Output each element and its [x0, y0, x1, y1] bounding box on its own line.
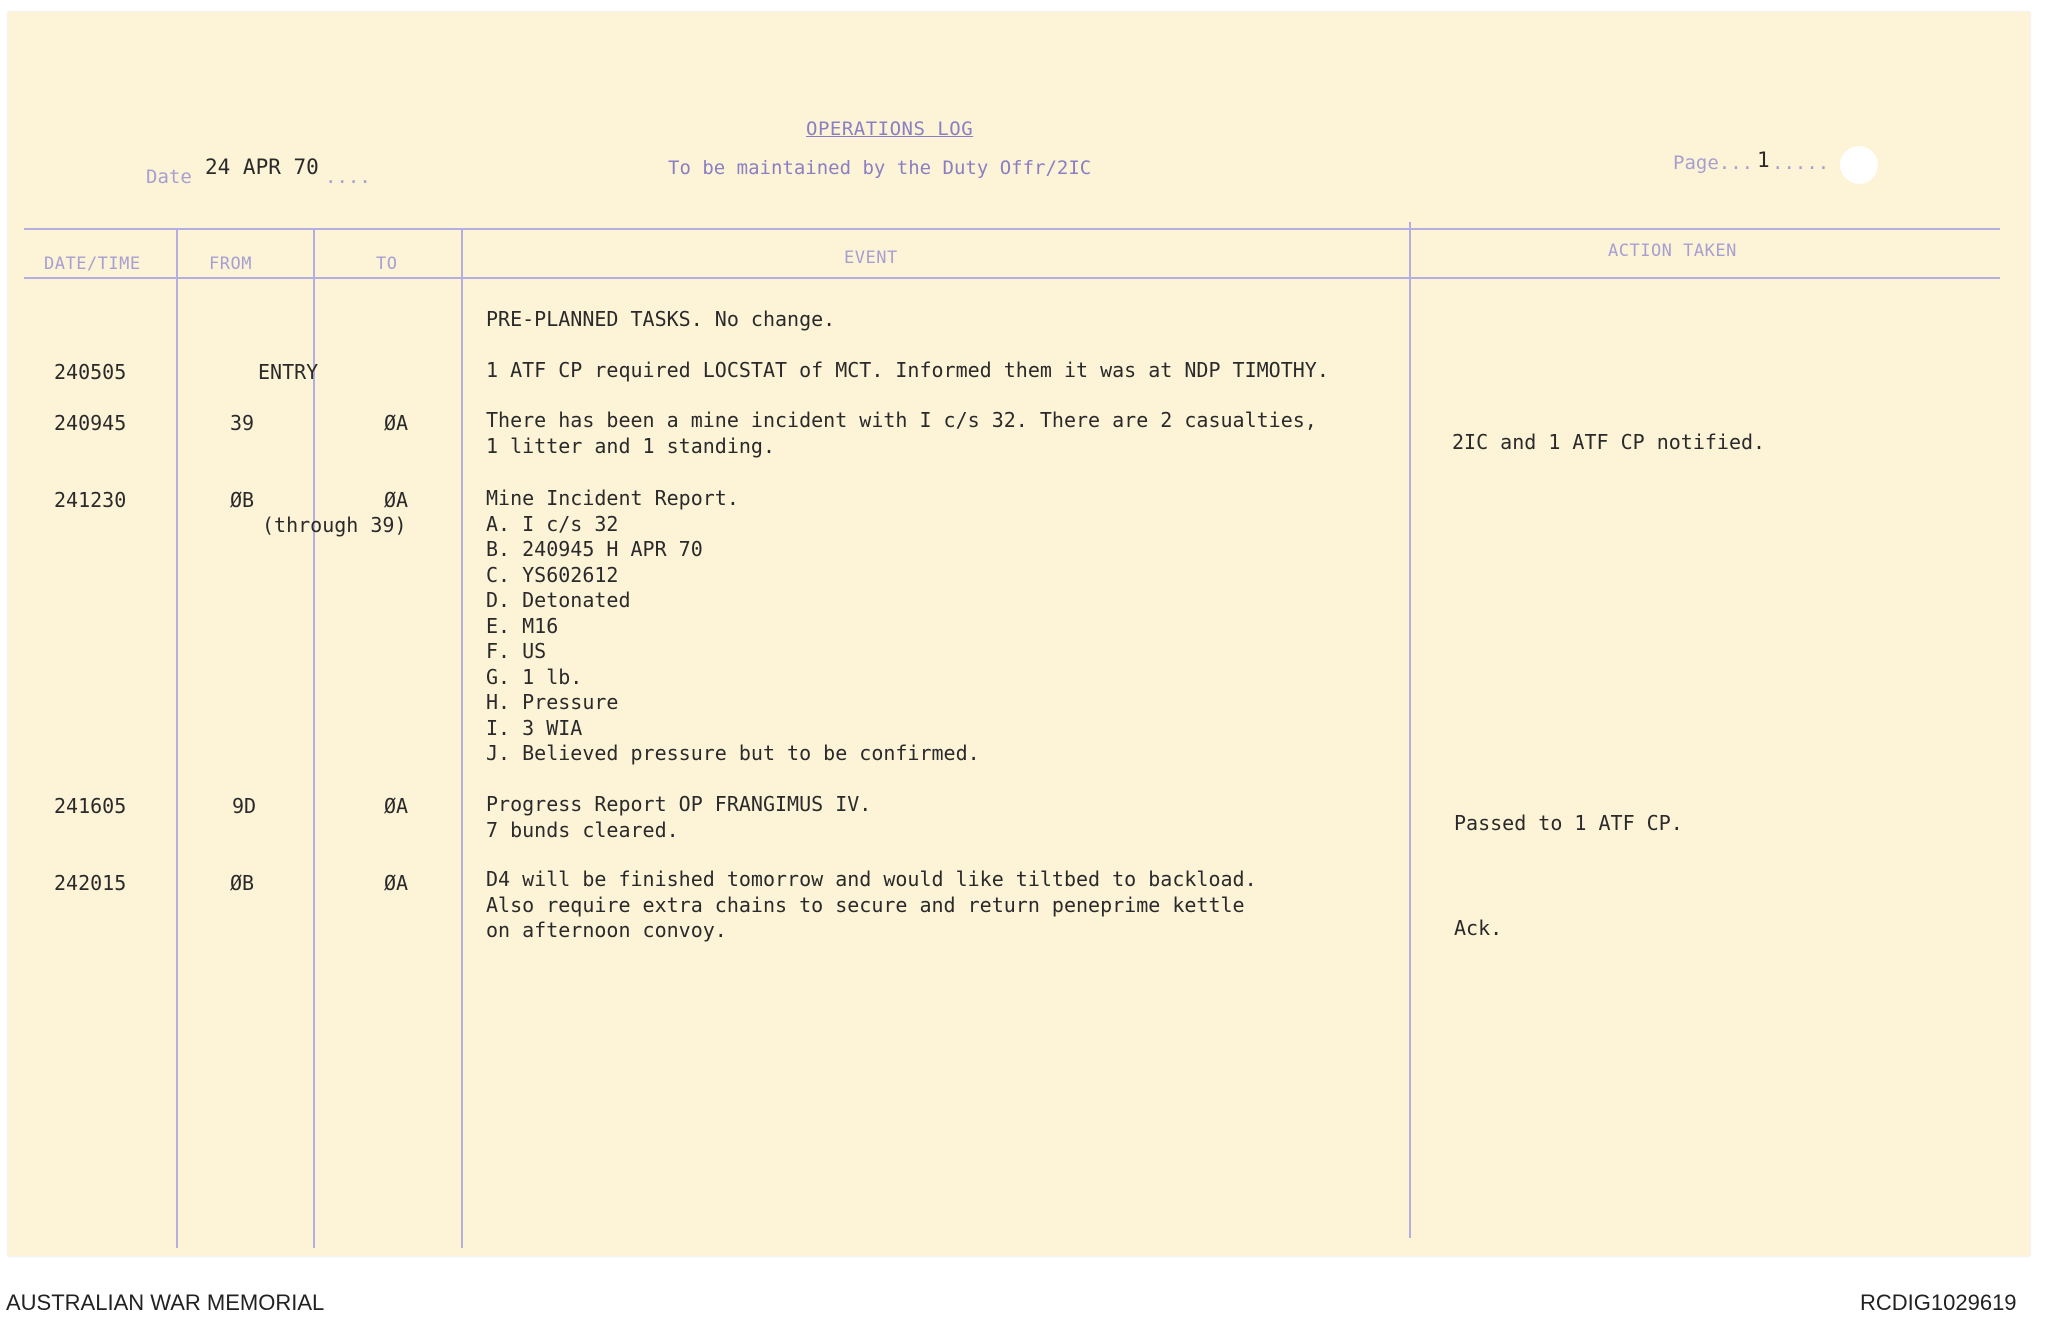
time-text: 240505	[54, 360, 127, 384]
time-text: 241605	[54, 794, 127, 818]
from-note-text: (through 39)	[262, 513, 407, 537]
to-text: ØA	[384, 411, 409, 435]
column-header-datetime: DATE/TIME	[44, 254, 141, 274]
from-text: ØB	[230, 488, 255, 512]
time-text: 241230	[54, 488, 127, 512]
to-text: ØA	[384, 488, 409, 512]
date-dots: ....	[325, 166, 371, 188]
from-text: ENTRY	[258, 360, 319, 384]
event-text: There has been a mine incident with I c/s 32. There are 2 casualties, 1 litter and 1 standing.	[486, 408, 1317, 458]
page-number: 1	[1757, 148, 1770, 172]
header-bottom-rule	[24, 277, 2000, 279]
page-dots: .....	[1772, 152, 1830, 174]
form-subtitle: To be maintained by the Duty Offr/2IC	[668, 157, 1092, 179]
punch-hole	[1840, 146, 1878, 184]
event-text: PRE-PLANNED TASKS. No change.	[486, 307, 836, 331]
column-header-event: EVENT	[844, 248, 898, 268]
date-label: Date	[146, 166, 192, 188]
footer-id: RCDIG1029619	[1860, 1290, 2017, 1315]
column-divider	[1409, 222, 1411, 1238]
action-text: Passed to 1 ATF CP.	[1454, 811, 1683, 835]
event-text: Progress Report OP FRANGIMUS IV. 7 bunds cleared.	[486, 792, 872, 842]
to-text: ØA	[384, 794, 409, 818]
column-divider	[461, 228, 463, 1248]
footer-source: AUSTRALIAN WAR MEMORIAL	[6, 1290, 325, 1315]
from-text: ØB	[230, 871, 255, 895]
page-label: Page...	[1673, 152, 1754, 174]
from-text: 39	[230, 411, 255, 435]
action-text: Ack.	[1454, 916, 1503, 940]
event-text: Mine Incident Report. A. I c/s 32 B. 240945 H APR 70 C. YS602612 D. Detonated E. M16 F. US G. 1 lb. H. Pressure I. 3 WIA J. Believed pressure but to be confirmed.	[486, 486, 980, 765]
from-text: 9D	[232, 794, 257, 818]
column-header-from: FROM	[209, 254, 252, 274]
date-value: 24 APR 70	[205, 155, 319, 179]
event-text: D4 will be finished tomorrow and would like tiltbed to backload. Also require extra chains to secure and return peneprime kettle on afternoon convoy.	[486, 867, 1257, 942]
action-text: 2IC and 1 ATF CP notified.	[1452, 430, 1766, 454]
column-header-to: TO	[376, 254, 398, 274]
column-header-action: ACTION TAKEN	[1608, 241, 1737, 261]
time-text: 242015	[54, 871, 127, 895]
table-top-rule	[24, 228, 2000, 230]
log-sheet	[8, 12, 2030, 1256]
event-text: 1 ATF CP required LOCSTAT of MCT. Informed them it was at NDP TIMOTHY.	[486, 358, 1329, 382]
to-text: ØA	[384, 871, 409, 895]
column-divider	[176, 228, 178, 1248]
form-title: OPERATIONS LOG	[806, 118, 974, 140]
time-text: 240945	[54, 411, 127, 435]
